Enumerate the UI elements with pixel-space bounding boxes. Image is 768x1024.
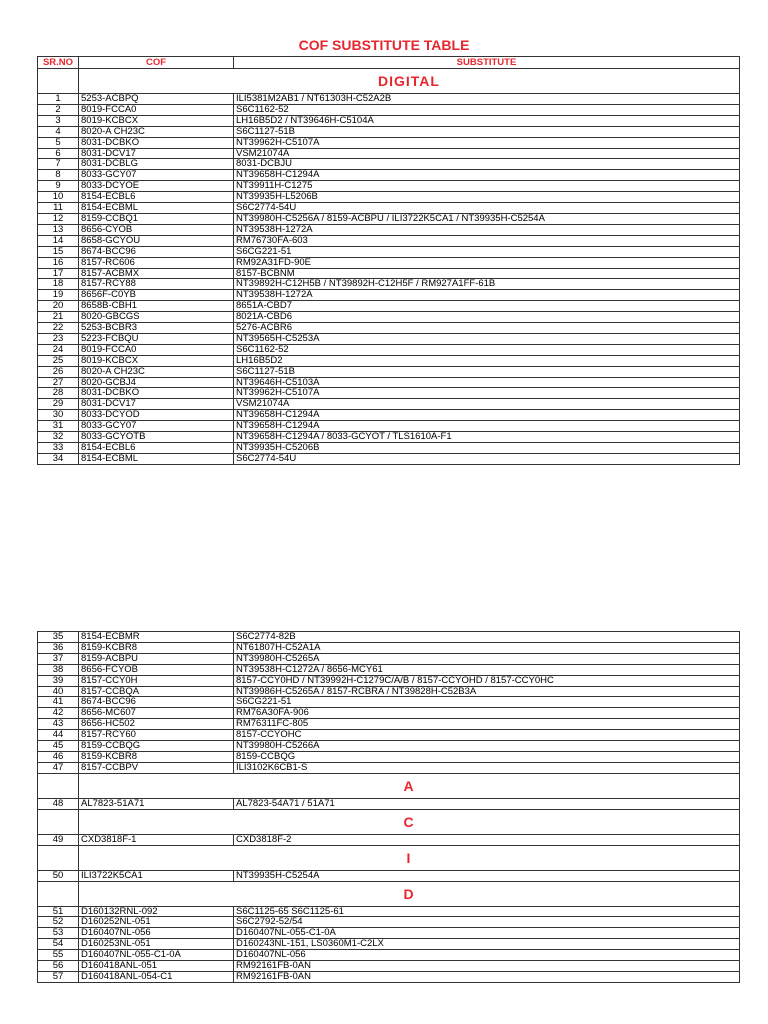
- row-substitute: CXD3818F-2: [234, 834, 740, 845]
- table-row: [38, 971, 740, 982]
- row-substitute: NT39646H-C5103A: [234, 377, 740, 388]
- row-cof: D160132RNL-092: [79, 906, 234, 917]
- row-cof: 8020-GBCGS: [79, 312, 234, 323]
- row-cof: 8656-MC607: [79, 708, 234, 719]
- row-substitute: NT39962H-C5107A: [234, 137, 740, 148]
- row-substitute: NT39986H-C5265A / 8157-RCBRA / NT39828H-C52B3A: [234, 686, 740, 697]
- row-cof: D160253NL-051: [79, 939, 234, 950]
- table-row: [38, 192, 740, 203]
- row-sr-no: 46: [38, 751, 79, 762]
- section-title-c: C: [79, 809, 740, 834]
- table-row: [38, 798, 740, 809]
- row-sr-no: 18: [38, 279, 79, 290]
- row-cof: 8033-GCY07: [79, 421, 234, 432]
- section-row-d: [38, 881, 740, 906]
- table-row: [38, 126, 740, 137]
- row-sr-no: 42: [38, 708, 79, 719]
- row-sr-no: 3: [38, 115, 79, 126]
- substitute-table-bottom: [37, 631, 740, 983]
- row-sr-no: 31: [38, 421, 79, 432]
- row-cof: 8031-DCV17: [79, 399, 234, 410]
- row-sr-no: 49: [38, 834, 79, 845]
- header-row: [38, 57, 740, 69]
- row-sr-no: 54: [38, 939, 79, 950]
- table-row: [38, 94, 740, 105]
- row-substitute: ILI5381M2AB1 / NT61303H-C52A2B: [234, 94, 740, 105]
- row-sr-no: 32: [38, 432, 79, 443]
- row-sr-no: 47: [38, 762, 79, 773]
- row-sr-no: 17: [38, 268, 79, 279]
- row-cof: 8031-DCBLG: [79, 159, 234, 170]
- row-sr-no: 4: [38, 126, 79, 137]
- row-sr-no: 19: [38, 290, 79, 301]
- table-row: [38, 333, 740, 344]
- page-title: COF SUBSTITUTE TABLE: [298, 37, 470, 53]
- row-cof: 8658-GCYOU: [79, 235, 234, 246]
- table-row: [38, 917, 740, 928]
- table-row: [38, 443, 740, 454]
- row-sr-no: 12: [38, 213, 79, 224]
- row-cof: D160407NL-055-C1-0A: [79, 950, 234, 961]
- row-sr-no: 7: [38, 159, 79, 170]
- row-sr-no: 23: [38, 333, 79, 344]
- row-sr-no: 1: [38, 94, 79, 105]
- row-substitute: LH16B5D2 / NT39646H-C5104A: [234, 115, 740, 126]
- row-substitute: NT39980H-C5256A / 8159-ACBPU / ILI3722K5CA1 / NT39935H-C5254A: [234, 213, 740, 224]
- table-row: [38, 355, 740, 366]
- row-cof: 8157-CCY0H: [79, 675, 234, 686]
- row-cof: 8656-CYOB: [79, 224, 234, 235]
- row-cof: 8157-RC606: [79, 257, 234, 268]
- row-substitute: RM76730FA-603: [234, 235, 740, 246]
- header-substitute: SUBSTITUTE: [234, 57, 740, 69]
- row-sr-no: 53: [38, 928, 79, 939]
- table-row: [38, 686, 740, 697]
- row-cof: 8031-DCV17: [79, 148, 234, 159]
- section-title-d: D: [79, 881, 740, 906]
- table-row: [38, 751, 740, 762]
- table-row: [38, 268, 740, 279]
- table-row: [38, 664, 740, 675]
- row-sr-no: 15: [38, 246, 79, 257]
- row-cof: 8157-ACBMX: [79, 268, 234, 279]
- row-substitute: NT39911H-C1275: [234, 181, 740, 192]
- row-substitute: 8157-CCYOHC: [234, 730, 740, 741]
- row-cof: 8031-DCBKO: [79, 137, 234, 148]
- row-substitute: NT61807H-C52A1A: [234, 642, 740, 653]
- row-cof: AL7823-51A71: [79, 798, 234, 809]
- table-row: [38, 170, 740, 181]
- row-substitute: NT39658H-C1294A / 8033-GCYOT / TLS1610A-F1: [234, 432, 740, 443]
- row-substitute: S6CG221-51: [234, 697, 740, 708]
- row-cof: 8020-A CH23C: [79, 366, 234, 377]
- row-substitute: 5276-ACBR6: [234, 323, 740, 334]
- row-substitute: 8157-CCY0HD / NT39992H-C1279C/A/B / 8157-CCYOHD / 8157-CCY0HC: [234, 675, 740, 686]
- row-substitute: S6C2774-82B: [234, 632, 740, 643]
- row-substitute: NT39935H-C5254A: [234, 870, 740, 881]
- row-substitute: RM92161FB-0AN: [234, 971, 740, 982]
- row-substitute: NT39962H-C5107A: [234, 388, 740, 399]
- row-cof: 8019-FCCA0: [79, 344, 234, 355]
- row-substitute: S6C2792-52/54: [234, 917, 740, 928]
- row-cof: 8157-CCBPV: [79, 762, 234, 773]
- row-sr-no: 45: [38, 741, 79, 752]
- row-cof: 8019-FCCA0: [79, 104, 234, 115]
- row-substitute: NT39538H-1272A: [234, 290, 740, 301]
- row-cof: 5223-FCBQU: [79, 333, 234, 344]
- row-substitute: LH16B5D2: [234, 355, 740, 366]
- row-cof: 8674-BCC96: [79, 246, 234, 257]
- row-cof: 8020-A CH23C: [79, 126, 234, 137]
- row-substitute: S6C1125-65 S6C1125-61: [234, 906, 740, 917]
- row-cof: 8020-GCBJ4: [79, 377, 234, 388]
- section-title-a: A: [79, 773, 740, 798]
- row-cof: 5253-BCBR3: [79, 323, 234, 334]
- row-substitute: D160243NL-151, LS0360M1-C2LX: [234, 939, 740, 950]
- row-cof: 8159-CCBQG: [79, 741, 234, 752]
- table-row: [38, 642, 740, 653]
- table-row: [38, 159, 740, 170]
- row-substitute: RM76311FC-805: [234, 719, 740, 730]
- row-cof: D160252NL-051: [79, 917, 234, 928]
- row-substitute: D160407NL-055-C1-0A: [234, 928, 740, 939]
- row-sr-no: 25: [38, 355, 79, 366]
- header-sr-no: SR.NO: [38, 57, 79, 69]
- row-substitute: S6C1162-52: [234, 104, 740, 115]
- row-substitute: NT39658H-C1294A: [234, 421, 740, 432]
- section-row-c: [38, 809, 740, 834]
- row-sr-no: 41: [38, 697, 79, 708]
- row-substitute: 8031-DCBJU: [234, 159, 740, 170]
- row-sr-no: 30: [38, 410, 79, 421]
- row-sr-no: 20: [38, 301, 79, 312]
- row-cof: 8019-KCBCX: [79, 355, 234, 366]
- table-row: [38, 312, 740, 323]
- row-substitute: AL7823-54A71 / 51A71: [234, 798, 740, 809]
- row-sr-no: 11: [38, 203, 79, 214]
- table-row: [38, 203, 740, 214]
- table-row: [38, 344, 740, 355]
- row-substitute: 8651A-CBD7: [234, 301, 740, 312]
- row-sr-no: 52: [38, 917, 79, 928]
- table-row: [38, 377, 740, 388]
- row-sr-no: 44: [38, 730, 79, 741]
- section-row-i: [38, 845, 740, 870]
- table-row: [38, 719, 740, 730]
- row-substitute: NT39935H-L5206B: [234, 192, 740, 203]
- row-cof: 8154-ECBML: [79, 203, 234, 214]
- row-sr-no: 55: [38, 950, 79, 961]
- table-row: [38, 137, 740, 148]
- row-substitute: NT39980H-C5266A: [234, 741, 740, 752]
- row-cof: 8031-DCBKO: [79, 388, 234, 399]
- row-sr-no: 27: [38, 377, 79, 388]
- row-cof: CXD3818F-1: [79, 834, 234, 845]
- row-substitute: 8021A-CBD6: [234, 312, 740, 323]
- row-sr-no: 50: [38, 870, 79, 881]
- row-substitute: NT39892H-C12H5B / NT39892H-C12H5F / RM927A1FF-61B: [234, 279, 740, 290]
- table-row: [38, 928, 740, 939]
- row-cof: 5253-ACBPQ: [79, 94, 234, 105]
- row-sr-no: 9: [38, 181, 79, 192]
- row-sr-no: 14: [38, 235, 79, 246]
- row-sr-no: 22: [38, 323, 79, 334]
- row-sr-no: 39: [38, 675, 79, 686]
- table-row: [38, 224, 740, 235]
- table-row: [38, 301, 740, 312]
- table-row: [38, 432, 740, 443]
- section-title-i: I: [79, 845, 740, 870]
- substitute-table-top: [37, 56, 740, 465]
- row-cof: D160418ANL-054-C1: [79, 971, 234, 982]
- row-substitute: NT39565H-C5253A: [234, 333, 740, 344]
- row-sr-no: 38: [38, 664, 79, 675]
- row-sr-no: 5: [38, 137, 79, 148]
- row-substitute: 8159-CCBQG: [234, 751, 740, 762]
- table-row: [38, 246, 740, 257]
- row-cof: 8159-KCBR8: [79, 751, 234, 762]
- row-sr-no: 13: [38, 224, 79, 235]
- table-row: [38, 870, 740, 881]
- table-row: [38, 708, 740, 719]
- row-cof: 8154-ECBML: [79, 453, 234, 464]
- row-substitute: S6CG221-51: [234, 246, 740, 257]
- row-cof: 8157-RCY88: [79, 279, 234, 290]
- row-substitute: S6C2774-54U: [234, 453, 740, 464]
- row-sr-no: 2: [38, 104, 79, 115]
- table-row: [38, 104, 740, 115]
- row-sr-no: 10: [38, 192, 79, 203]
- row-substitute: RM92A31FD-90E: [234, 257, 740, 268]
- row-substitute: S6C1127-51B: [234, 366, 740, 377]
- table-row: [38, 410, 740, 421]
- row-sr-no: 56: [38, 961, 79, 972]
- section-title-digital: DIGITAL: [79, 69, 740, 94]
- row-sr-no: 29: [38, 399, 79, 410]
- table-row: [38, 115, 740, 126]
- row-sr-no: 40: [38, 686, 79, 697]
- row-sr-no: 16: [38, 257, 79, 268]
- row-sr-no: 24: [38, 344, 79, 355]
- table-row: [38, 741, 740, 752]
- row-cof: D160418ANL-051: [79, 961, 234, 972]
- row-substitute: NT39658H-C1294A: [234, 170, 740, 181]
- row-sr-no: 28: [38, 388, 79, 399]
- table-row: [38, 653, 740, 664]
- table-row: [38, 148, 740, 159]
- header-cof: COF: [79, 57, 234, 69]
- row-sr-no: 34: [38, 453, 79, 464]
- row-sr-no: 48: [38, 798, 79, 809]
- table-row: [38, 421, 740, 432]
- table-row: [38, 632, 740, 643]
- row-substitute: S6C1127-51B: [234, 126, 740, 137]
- row-substitute: NT39980H-C5265A: [234, 653, 740, 664]
- row-cof: 8159-ACBPU: [79, 653, 234, 664]
- table-row: [38, 697, 740, 708]
- row-substitute: NT39538H-1272A: [234, 224, 740, 235]
- table-row: [38, 388, 740, 399]
- row-cof: ILI3722K5CA1: [79, 870, 234, 881]
- section-row-a: [38, 773, 740, 798]
- row-substitute: 8157-BCBNM: [234, 268, 740, 279]
- row-substitute: D160407NL-056: [234, 950, 740, 961]
- table-row: [38, 290, 740, 301]
- row-cof: 8656-FCYOB: [79, 664, 234, 675]
- table-row: [38, 730, 740, 741]
- row-cof: 8033-GCYOTB: [79, 432, 234, 443]
- row-substitute: S6C2774-54U: [234, 203, 740, 214]
- row-sr-no: 21: [38, 312, 79, 323]
- table-row: [38, 279, 740, 290]
- row-cof: 8033-DCYOD: [79, 410, 234, 421]
- row-sr-no: 37: [38, 653, 79, 664]
- row-substitute: S6C1162-52: [234, 344, 740, 355]
- table-row: [38, 961, 740, 972]
- row-sr-no: 36: [38, 642, 79, 653]
- row-cof: 8154-ECBMR: [79, 632, 234, 643]
- row-substitute: NT39538H-C1272A / 8656-MCY61: [234, 664, 740, 675]
- row-cof: 8154-ECBL6: [79, 192, 234, 203]
- row-substitute: VSM21074A: [234, 148, 740, 159]
- row-sr-no: 57: [38, 971, 79, 982]
- row-cof: 8656-HC502: [79, 719, 234, 730]
- row-substitute: NT39935H-C5206B: [234, 443, 740, 454]
- row-substitute: RM92161FB-0AN: [234, 961, 740, 972]
- table-row: [38, 257, 740, 268]
- row-cof: 8157-RCY60: [79, 730, 234, 741]
- table-row: [38, 181, 740, 192]
- table-row: [38, 906, 740, 917]
- table-row: [38, 453, 740, 464]
- section-row-digital: [38, 69, 740, 94]
- table-row: [38, 399, 740, 410]
- table-row: [38, 675, 740, 686]
- row-cof: 8159-CCBQ1: [79, 213, 234, 224]
- row-cof: 8656F-C0YB: [79, 290, 234, 301]
- row-sr-no: 6: [38, 148, 79, 159]
- table-row: [38, 213, 740, 224]
- table-row: [38, 834, 740, 845]
- table-row: [38, 762, 740, 773]
- row-cof: 8674-BCC96: [79, 697, 234, 708]
- table-row: [38, 235, 740, 246]
- row-cof: 8154-ECBL6: [79, 443, 234, 454]
- row-substitute: RM76A30FA-906: [234, 708, 740, 719]
- table-row: [38, 950, 740, 961]
- row-substitute: ILI3102K6CB1-S: [234, 762, 740, 773]
- row-cof: 8033-GCY07: [79, 170, 234, 181]
- row-sr-no: 26: [38, 366, 79, 377]
- row-cof: 8159-KCBR8: [79, 642, 234, 653]
- row-cof: 8658B-CBH1: [79, 301, 234, 312]
- row-cof: 8019-KCBCX: [79, 115, 234, 126]
- row-sr-no: 8: [38, 170, 79, 181]
- table-row: [38, 939, 740, 950]
- row-sr-no: 51: [38, 906, 79, 917]
- row-substitute: VSM21074A: [234, 399, 740, 410]
- table-row: [38, 366, 740, 377]
- row-cof: D160407NL-056: [79, 928, 234, 939]
- row-substitute: NT39658H-C1294A: [234, 410, 740, 421]
- table-row: [38, 323, 740, 334]
- row-cof: 8157-CCBQA: [79, 686, 234, 697]
- row-sr-no: 35: [38, 632, 79, 643]
- row-cof: 8033-DCYOE: [79, 181, 234, 192]
- row-sr-no: 43: [38, 719, 79, 730]
- row-sr-no: 33: [38, 443, 79, 454]
